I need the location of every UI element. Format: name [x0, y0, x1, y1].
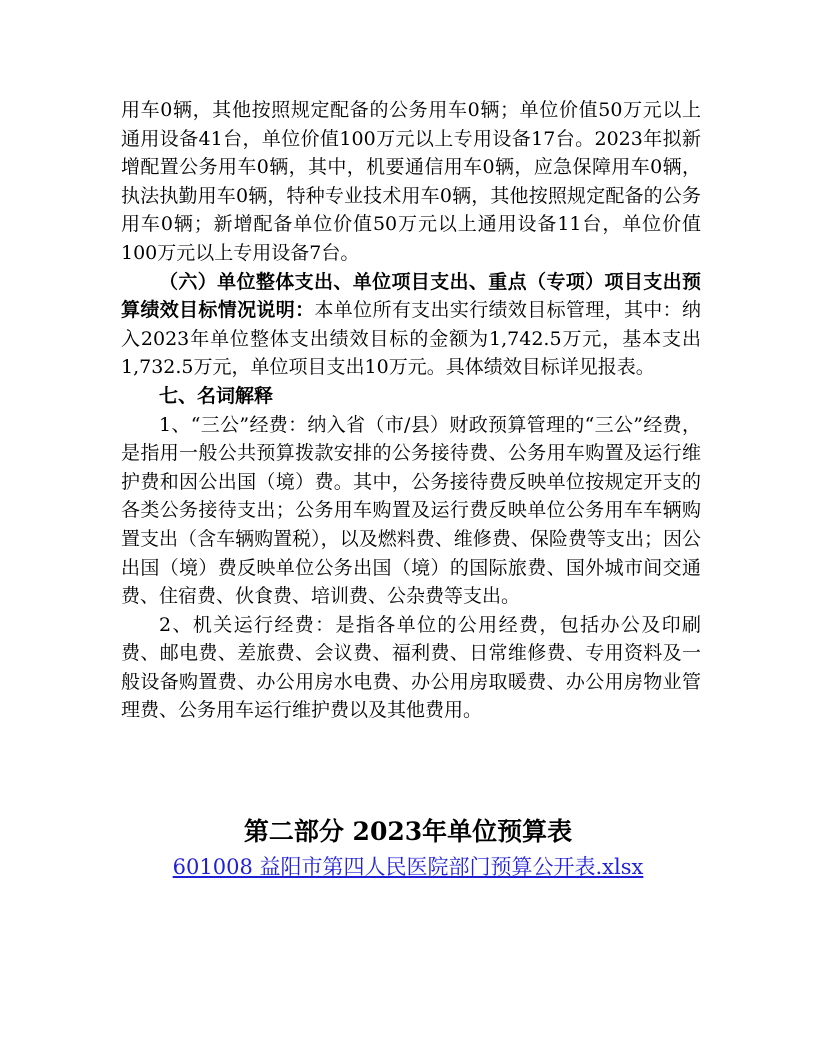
part-2-title: 第二部分 2023年单位预算表 [243, 817, 573, 846]
document-body [121, 96, 701, 725]
section-6-heading: （六）单位整体支出、单位项目支出、重点（专项）项目支出预算绩效目标情况说明： [121, 270, 701, 322]
term-definition-1: 1、“三公”经费：纳入省（市/县）财政预算管理的“三公”经费，是指用一般公共预算拨款安排的公务接待费、公务用车购置及运行维护费和因公出国（境）费。其中，公务接待费反映单位按规定开支的各类公务接待支出；公务用车购置及运行费反映单位公务用车车辆购置支出（含车辆购置税），以及燃料费、维修费、保险费等支出；因公出国（境）费反映单位公务出国（境）的国际旅费、国外城市间交通费、住宿费、伙食费、培训费、公杂费等支出。 [121, 413, 701, 608]
section-6-body: 本单位所有支出实行绩效目标管理，其中：纳入2023年单位整体支出绩效目标的金额为1,742.5万元，基本支出1,732.5万元，单位项目支出10万元。具体绩效目标详见报表。 [121, 299, 701, 379]
continued-paragraph: 用车0辆，其他按照规定配备的公务用车0辆；单位价值50万元以上通用设备41台，单位价值100万元以上专用设备17台。2023年拟新增配置公务用车0辆，其中，机要通信用车0辆，应急保障用车0辆，执法执勤用车0辆，特种专业技术用车0辆，其他按照规定配备的公务用车0辆；新增配备单位价值50万元以上通用设备11台，单位价值100万元以上专用设备7台。 [121, 99, 701, 264]
section-7-heading: 七、名词解释 [159, 384, 274, 407]
section-6-paragraph [121, 268, 701, 382]
term-definition-2: 2、机关运行经费：是指各单位的公用经费，包括办公及印刷费、邮电费、差旅费、会议费、福利费、日常维修费、专用资料及一般设备购置费、办公用房水电费、办公用房取暖费、办公用房物业管理费、公务用车运行维护费以及其他费用。 [121, 613, 701, 722]
budget-table-attachment-link[interactable]: 601008 益阳市第四人民医院部门预算公开表.xlsx [172, 855, 644, 879]
